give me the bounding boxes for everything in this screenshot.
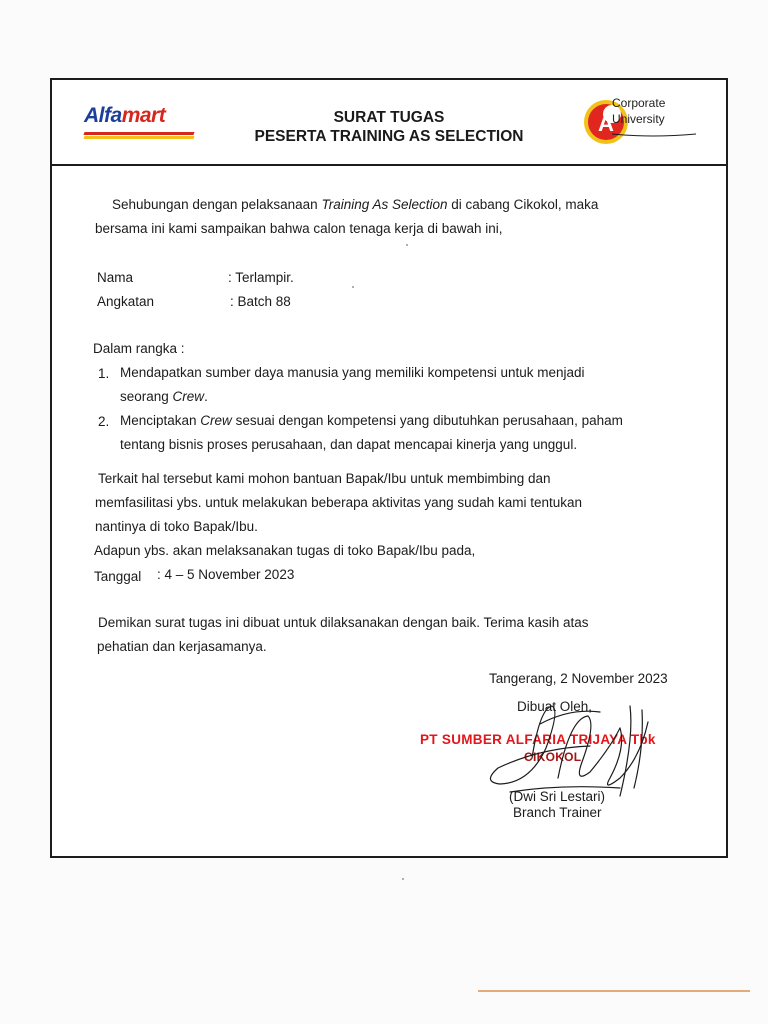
- corporate-university-logo: [582, 94, 700, 152]
- university-text: University: [612, 112, 665, 126]
- purpose-item-2-line-2: tentang bisnis proses perusahaan, dan dapat mencapai kinerja yang unggul.: [120, 437, 578, 452]
- made-by-label: Dibuat Oleh,: [517, 699, 593, 714]
- scan-speck: [352, 286, 354, 288]
- date-value: : 4 – 5 November 2023: [157, 567, 295, 582]
- intro-text-a: Sehubungan dengan pelaksanaan: [112, 197, 322, 212]
- signer-role: Branch Trainer: [513, 805, 602, 820]
- purpose-item-1-line-2: [120, 386, 208, 407]
- purpose-item-1-number: 1.: [98, 366, 110, 381]
- request-line-2: memfasilitasi ybs. untuk melakukan beberapa aktivitas yang sudah kami tentukan: [95, 495, 583, 510]
- title-line-1: SURAT TUGAS: [333, 109, 445, 126]
- company-stamp-line-1: PT SUMBER ALFARIA TRIJAYA Tbk: [420, 732, 656, 747]
- intro-line-2: bersama ini kami sampaikan bahwa calon tenaga kerja di bawah ini,: [95, 221, 503, 236]
- field-name-label: Nama: [97, 270, 134, 285]
- company-stamp-line-2: CIKOKOL: [524, 750, 582, 764]
- purpose-item-2-line-1: [120, 410, 623, 431]
- letter-title: [202, 108, 576, 146]
- date-label: Tanggal: [94, 569, 142, 584]
- intro-line-1: [112, 194, 598, 215]
- field-name-value: : Terlampir.: [228, 270, 294, 285]
- purpose-heading: Dalam rangka :: [93, 341, 185, 356]
- purpose-item-1-emphasis: Crew: [172, 389, 205, 404]
- alfamart-logo-text: [84, 104, 165, 128]
- closing-line-1: Demikan surat tugas ini dibuat untuk dilaksanakan dengan baik. Terima kasih atas: [98, 615, 589, 630]
- place-date: Tangerang, 2 November 2023: [489, 671, 668, 686]
- scan-speck: [406, 244, 408, 246]
- signer-name: (Dwi Sri Lestari): [509, 789, 606, 804]
- closing-line-2: pehatian dan kerjasamanya.: [97, 639, 267, 654]
- purpose-item-2-emphasis: Crew: [200, 413, 232, 428]
- purpose-item-1-period: .: [204, 389, 208, 404]
- purpose-item-1-text: seorang: [120, 389, 173, 404]
- request-line-1: Terkait hal tersebut kami mohon bantuan Bapak/Ibu untuk membimbing dan: [98, 471, 551, 486]
- purpose-item-1-line-1: Mendapatkan sumber daya manusia yang memiliki kompetensi untuk menjadi: [120, 365, 585, 380]
- field-batch-value: : Batch 88: [230, 294, 291, 309]
- emblem-letter: A: [598, 111, 614, 136]
- request-line-3: nantinya di toko Bapak/Ibu.: [95, 519, 258, 534]
- title-line-2: PESERTA TRAINING AS SELECTION: [254, 128, 524, 145]
- alfamart-logo-text-alfa: Alfa: [84, 104, 122, 127]
- alfamart-logo-text-mart: mart: [121, 104, 166, 127]
- purpose-item-2-number: 2.: [98, 414, 110, 429]
- intro-text-b: di cabang Cikokol, maka: [447, 197, 599, 212]
- bottom-scan-line: [478, 990, 750, 992]
- request-line-4: Adapun ybs. akan melaksanakan tugas di toko Bapak/Ibu pada,: [94, 543, 476, 558]
- field-batch-label: Angkatan: [97, 294, 155, 309]
- alfamart-logo: [84, 102, 196, 146]
- corporate-text: Corporate: [612, 96, 666, 110]
- header-divider: [52, 164, 726, 166]
- logo-stripe-red: [83, 132, 194, 135]
- logo-stripe-yellow: [83, 136, 194, 139]
- purpose-item-2-text-b: sesuai dengan kompetensi yang dibutuhkan perusahaan, paham: [231, 413, 623, 428]
- intro-emphasis: Training As Selection: [321, 197, 448, 212]
- scan-speck: [402, 878, 404, 880]
- purpose-item-2-text-a: Menciptakan: [120, 413, 201, 428]
